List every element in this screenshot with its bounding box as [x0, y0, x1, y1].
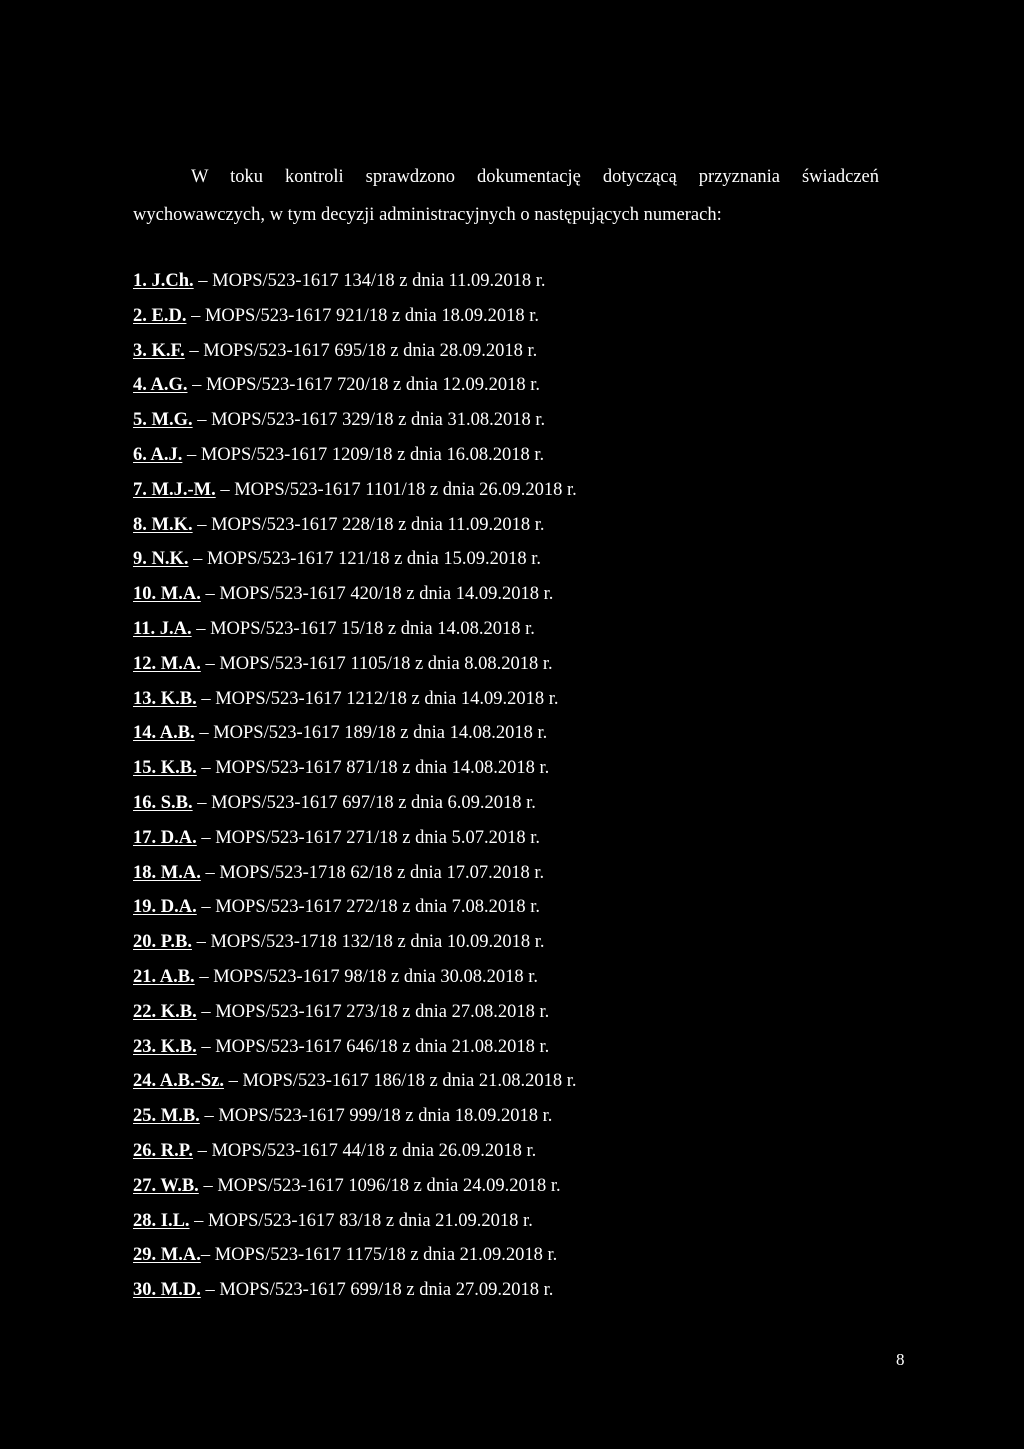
list-item — [133, 1204, 577, 1239]
intro-line-2: wychowawczych, w tym decyzji administracyjnych o następujących numerach: — [133, 205, 722, 225]
item-text: – MOPS/523-1617 271/18 z dnia 5.07.2018 r. — [196, 827, 541, 848]
intro-line-1: W toku kontroli sprawdzono dokumentację dotyczącą przyznania świadczeń — [191, 167, 879, 187]
decision-list — [133, 264, 577, 1308]
item-label: 14. A.B. — [133, 723, 195, 744]
list-item — [133, 299, 577, 334]
list-item — [133, 577, 577, 612]
item-label: 17. D.A. — [133, 827, 197, 848]
item-label: 29. M.A. — [133, 1245, 201, 1266]
list-item — [133, 334, 577, 369]
item-text: – MOPS/523-1617 1096/18 z dnia 24.09.2018 r. — [198, 1175, 561, 1196]
list-item — [133, 1169, 577, 1204]
item-text: – MOPS/523-1617 420/18 z dnia 14.09.2018 r. — [200, 584, 554, 605]
item-text: – MOPS/523-1617 999/18 z dnia 18.09.2018 r. — [199, 1106, 553, 1127]
item-label: 10. M.A. — [133, 584, 201, 605]
list-item — [133, 1238, 577, 1273]
item-text: – MOPS/523-1617 15/18 z dnia 14.08.2018 r. — [191, 618, 535, 639]
item-text: – MOPS/523-1617 1101/18 z dnia 26.09.2018 r. — [215, 479, 577, 500]
item-label: 11. J.A. — [133, 618, 192, 639]
list-item — [133, 1134, 577, 1169]
item-label: 19. D.A. — [133, 897, 197, 918]
item-text: – MOPS/523-1617 697/18 z dnia 6.09.2018 r. — [192, 792, 536, 813]
item-text: – MOPS/523-1617 272/18 z dnia 7.08.2018 r. — [196, 897, 541, 918]
item-label: 1. J.Ch. — [133, 271, 194, 291]
item-label: 2. E.D. — [133, 305, 187, 326]
item-label: 22. K.B. — [133, 1001, 197, 1022]
list-item — [133, 960, 577, 995]
item-label: 24. A.B.-Sz. — [133, 1071, 224, 1092]
item-label: 30. M.D. — [133, 1280, 201, 1301]
item-text: – MOPS/523-1617 921/18 z dnia 18.09.2018 r. — [186, 305, 539, 326]
list-item — [133, 473, 577, 508]
list-item — [133, 856, 577, 891]
item-label: 15. K.B. — [133, 758, 197, 779]
list-item — [133, 925, 577, 960]
item-text: – MOPS/523-1718 132/18 z dnia 10.09.2018 r. — [191, 932, 545, 953]
item-label: 25. M.B. — [133, 1106, 200, 1127]
item-text: – MOPS/523-1617 228/18 z dnia 11.09.2018 r. — [192, 514, 545, 535]
item-text: – MOPS/523-1617 871/18 z dnia 14.08.2018 r. — [196, 758, 550, 779]
item-text: – MOPS/523-1617 83/18 z dnia 21.09.2018 r. — [189, 1210, 533, 1231]
item-text: – MOPS/523-1617 44/18 z dnia 26.09.2018 r. — [192, 1140, 537, 1161]
item-label: 20. P.B. — [133, 932, 192, 953]
list-item — [133, 890, 577, 925]
list-item — [133, 612, 577, 647]
item-text: – MOPS/523-1617 699/18 z dnia 27.09.2018 r. — [200, 1280, 554, 1301]
item-text: – MOPS/523-1617 329/18 z dnia 31.08.2018 r. — [192, 410, 546, 431]
item-label: 6. A.J. — [133, 444, 183, 465]
item-text: – MOPS/523-1617 189/18 z dnia 14.08.2018 r. — [194, 723, 548, 744]
item-label: 28. I.L. — [133, 1210, 190, 1231]
list-item — [133, 368, 577, 403]
item-text: – MOPS/523-1617 1175/18 z dnia 21.09.2018 r. — [200, 1245, 558, 1266]
item-text: – MOPS/523-1617 273/18 z dnia 27.08.2018 r. — [196, 1001, 550, 1022]
item-label: 3. K.F. — [133, 340, 185, 361]
item-text: – MOPS/523-1617 695/18 z dnia 28.09.2018 r. — [184, 340, 538, 361]
list-item — [133, 995, 577, 1030]
list-item — [133, 751, 577, 786]
list-item — [133, 647, 577, 682]
list-item — [133, 403, 577, 438]
list-item — [133, 1273, 577, 1308]
item-label: 23. K.B. — [133, 1036, 197, 1057]
item-text: – MOPS/523-1718 62/18 z dnia 17.07.2018 r. — [200, 862, 545, 883]
page-number: 8 — [896, 1350, 905, 1369]
item-label: 26. R.P. — [133, 1140, 193, 1161]
item-label: 13. K.B. — [133, 688, 197, 709]
item-label: 5. M.G. — [133, 410, 193, 431]
item-text: – MOPS/523-1617 134/18 z dnia 11.09.2018 r. — [193, 271, 546, 291]
item-text: – MOPS/523-1617 121/18 z dnia 15.09.2018 r. — [188, 549, 542, 570]
list-item — [133, 1030, 577, 1065]
item-label: 12. M.A. — [133, 653, 201, 674]
list-item — [133, 438, 577, 473]
item-text: – MOPS/523-1617 98/18 z dnia 30.08.2018 r. — [194, 966, 538, 987]
list-item — [133, 786, 577, 821]
item-text: – MOPS/523-1617 186/18 z dnia 21.08.2018 r. — [223, 1071, 577, 1092]
list-item — [133, 1099, 577, 1134]
item-text: – MOPS/523-1617 1105/18 z dnia 8.08.2018 r. — [200, 653, 553, 674]
item-label: 21. A.B. — [133, 966, 195, 987]
list-item — [133, 716, 577, 751]
item-text: – MOPS/523-1617 1212/18 z dnia 14.09.2018 r. — [196, 688, 559, 709]
item-label: 7. M.J.-M. — [133, 479, 216, 500]
list-item — [133, 542, 577, 577]
item-text: – MOPS/523-1617 720/18 z dnia 12.09.2018 r. — [187, 375, 541, 396]
item-label: 16. S.B. — [133, 792, 193, 813]
item-text: – MOPS/523-1617 1209/18 z dnia 16.08.2018 r. — [182, 444, 545, 465]
item-text: – MOPS/523-1617 646/18 z dnia 21.08.2018 r. — [196, 1036, 550, 1057]
item-label: 27. W.B. — [133, 1175, 199, 1196]
item-label: 9. N.K. — [133, 549, 189, 570]
list-item — [133, 821, 577, 856]
item-label: 4. A.G. — [133, 375, 188, 396]
list-item — [133, 682, 577, 717]
list-item — [133, 264, 577, 299]
item-label: 8. M.K. — [133, 514, 193, 535]
intro-paragraph — [133, 158, 879, 234]
list-item — [133, 1064, 577, 1099]
list-item — [133, 508, 577, 543]
item-label: 18. M.A. — [133, 862, 201, 883]
